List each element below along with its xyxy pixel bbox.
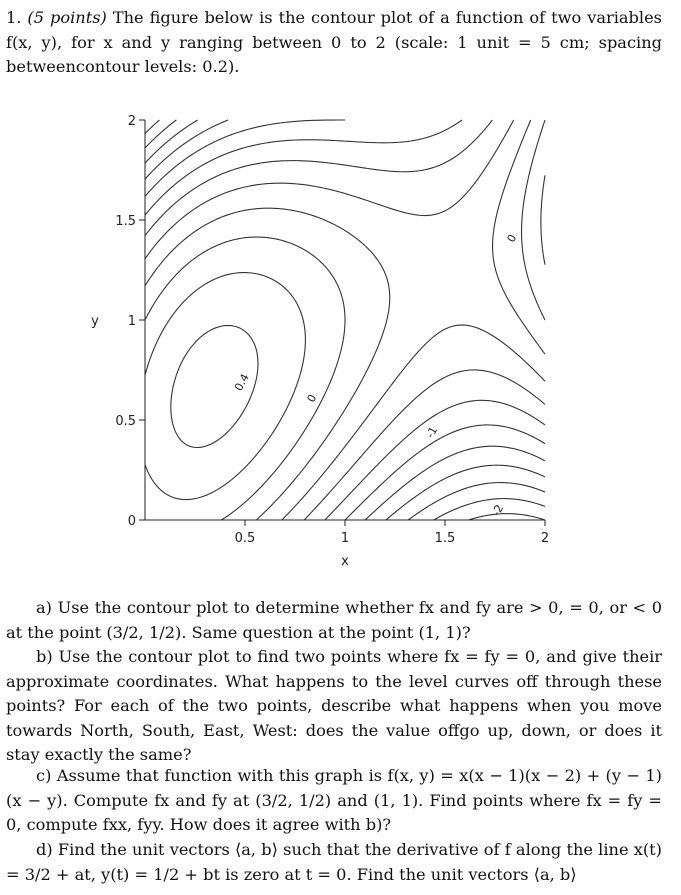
part-c: c) Assume that function with this graph is f(x, y) = x(x − 1)(x − 2) + (y − 1)(x − y). Compute fx and fy at (3/2, 1/2) and (1, 1). Find points where fx = fy = 0, compute fxx, fyy. How does it agree with b)? xyxy=(6,766,662,834)
x-tick-label: 1 xyxy=(340,531,350,546)
y-tick-label: 1 xyxy=(127,314,136,329)
intro-text: The figure below is the contour plot of a function of two variables f(x, y), for x and y ranging between 0 to 2 (scale: 1 unit = 5 cm; spacing betweencontour levels: 0.2). xyxy=(6,8,662,76)
part-d: d) Find the unit vectors ⟨a, b⟩ such that the derivative of f along the line x(t) = 3/2 + at, y(t) = 1/2 + bt is zero at t = 0. Find the unit vectors ⟨a, b⟩ xyxy=(6,840,662,884)
part-b: b) Use the contour plot to find two points where fx = fy = 0, and give their approximate coordinates. What happens to the level curves off through these points? For each of the two points, describe what happens when you move towards North, South, East, West: does the value offgo up, down, or does it stay exactly the same? xyxy=(6,647,662,764)
contour-level-label: -1 xyxy=(423,424,441,441)
contour-level-label: 0 xyxy=(504,232,520,245)
contour-level-label: 0 xyxy=(304,392,320,405)
x-tick-label: 1.5 xyxy=(434,531,456,546)
contour-labels xyxy=(232,232,519,518)
y-axis-label: y xyxy=(91,314,99,329)
y-tick-label: 0 xyxy=(127,514,136,529)
contour-lines xyxy=(145,120,545,520)
x-tick-label: 2 xyxy=(540,531,550,546)
part-a: a) Use the contour plot to determine whether fx and fy are > 0, = 0, or < 0 at the point (3/2, 1/2). Same question at the point (1, 1)? xyxy=(6,598,662,642)
x-axis-label: x xyxy=(341,554,349,569)
contour-level-label: 0.4 xyxy=(232,371,252,394)
contour-level-label: -2 xyxy=(489,502,507,519)
y-tick-label: 2 xyxy=(127,114,136,129)
y-tick-label: 0.5 xyxy=(115,414,136,429)
problem-intro: 1. (5 points) The figure below is the contour plot of a function of two variables f(x, y), for x and y ranging between 0 to 2 (scale: 1 unit = 5 cm; spacing betweencontour levels: 0.2). xyxy=(6,8,662,76)
contour-line-10 xyxy=(145,120,545,520)
contour-line-11 xyxy=(145,175,545,499)
y-tick-label: 1.5 xyxy=(115,214,136,229)
contour-plot xyxy=(60,100,580,580)
x-tick-label: 0.5 xyxy=(234,531,256,546)
